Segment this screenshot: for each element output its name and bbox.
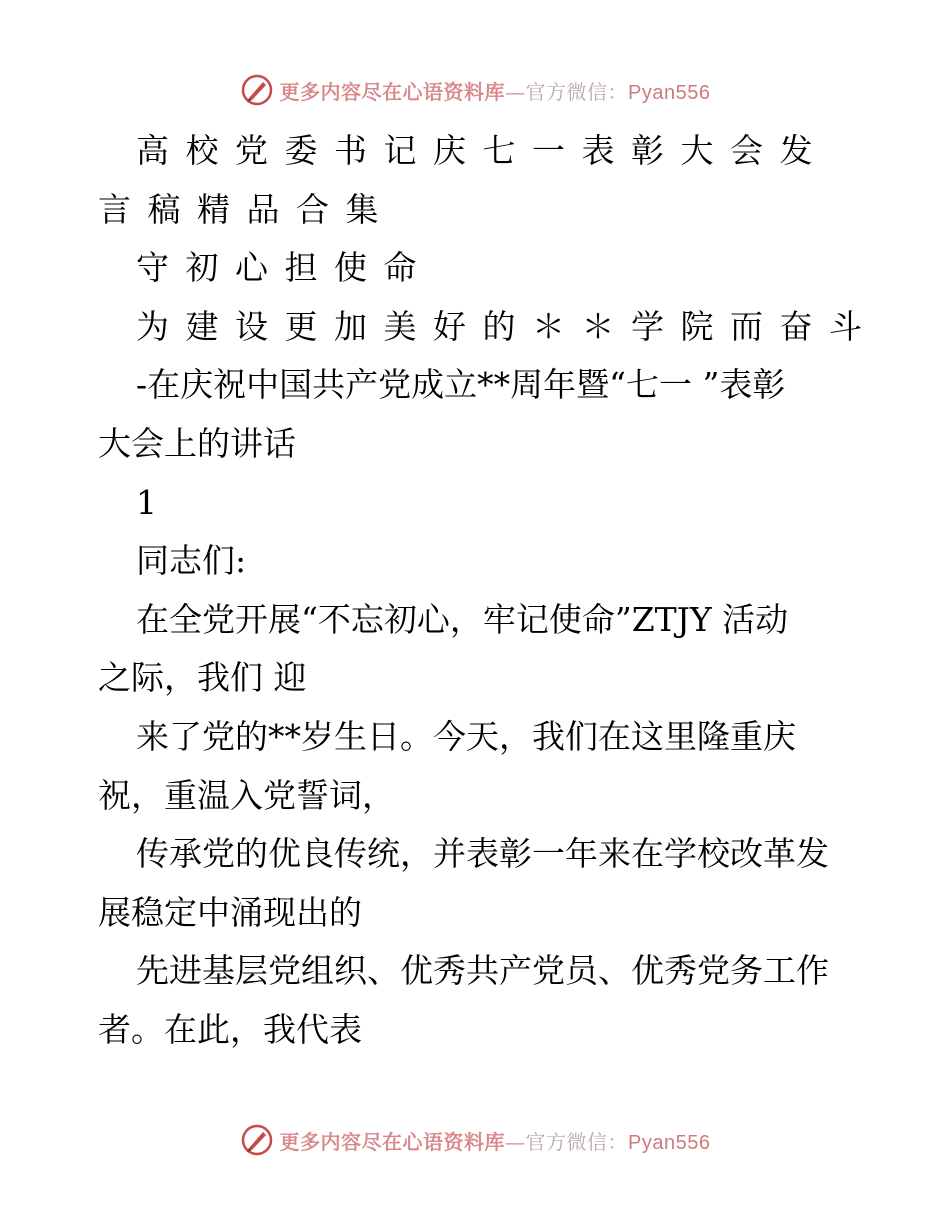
subtitle-line-1 bbox=[98, 239, 858, 298]
paragraph-line bbox=[98, 884, 858, 943]
header-banner-text bbox=[280, 76, 711, 105]
header-banner bbox=[0, 70, 950, 110]
red-pen-logo-icon bbox=[240, 1123, 274, 1157]
section-number-text: 1 bbox=[136, 482, 157, 522]
paragraph-line bbox=[98, 1001, 858, 1060]
paragraph-line bbox=[98, 591, 858, 650]
title-line-1-text: 高校党委书记庆七一表彰大会发 bbox=[136, 131, 829, 170]
title-line-2 bbox=[98, 181, 858, 240]
title-line-2-text: 言稿精品合集 bbox=[98, 189, 395, 229]
title-line-1 bbox=[98, 122, 858, 181]
paragraph-line bbox=[98, 649, 858, 708]
speech-occasion-line-2 bbox=[98, 415, 858, 474]
paragraph-line bbox=[98, 767, 858, 826]
header-dash: — bbox=[505, 79, 526, 104]
paragraph-line-text: 在全党开展“不忘初心，牢记使命”ZTJY 活动 bbox=[136, 599, 789, 639]
speech-occasion-line-2-text: 大会上的讲话 bbox=[98, 423, 296, 463]
paragraph-line-text: 祝，重温入党誓词， bbox=[98, 775, 395, 815]
paragraph-line-text: 之际，我们 迎 bbox=[98, 658, 307, 698]
paragraph-line-text: 展稳定中涌现出的 bbox=[98, 892, 362, 932]
paragraph-line-text: 来了党的**岁生日。今天，我们在这里隆重庆 bbox=[136, 716, 796, 756]
paragraph-line-text: 传承党的优良传统，并表彰一年来在学校改革发 bbox=[136, 834, 829, 874]
red-pen-logo-icon bbox=[240, 73, 274, 107]
subtitle-line-1-text: 守初心担使命 bbox=[136, 248, 433, 288]
footer-contact-label: 官方微信： bbox=[525, 1129, 629, 1154]
header-wechat-id: Pyan556 bbox=[628, 81, 711, 104]
paragraph-line bbox=[98, 825, 858, 884]
salutation-text: 同志们: bbox=[136, 541, 247, 581]
footer-wechat-id: Pyan556 bbox=[628, 1131, 711, 1154]
footer-dash: — bbox=[505, 1129, 526, 1154]
footer-site-text: 更多内容尽在心语资料库 bbox=[279, 1129, 506, 1154]
footer-banner-text bbox=[280, 1126, 711, 1155]
paragraph-line bbox=[98, 708, 858, 767]
document-body bbox=[98, 122, 879, 1060]
header-site-text: 更多内容尽在心语资料库 bbox=[279, 79, 506, 104]
subtitle-line-2-text: 为建设更加美好的＊＊学院而奋斗 bbox=[136, 306, 879, 346]
section-number bbox=[98, 474, 858, 533]
speech-occasion-line-1-text: -在庆祝中国共产党成立**周年暨“七一 ”表彰 bbox=[136, 365, 786, 405]
speech-occasion-line-1 bbox=[98, 356, 858, 415]
paragraph-line bbox=[98, 942, 858, 1001]
paragraph-line-text: 先进基层党组织、优秀共产党员、优秀党务工作 bbox=[136, 951, 829, 991]
subtitle-line-2 bbox=[98, 298, 879, 357]
header-contact-label: 官方微信： bbox=[525, 79, 629, 104]
paragraph-line-text: 者。在此，我代表 bbox=[98, 1009, 362, 1049]
salutation bbox=[98, 532, 858, 591]
footer-banner bbox=[0, 1120, 950, 1160]
